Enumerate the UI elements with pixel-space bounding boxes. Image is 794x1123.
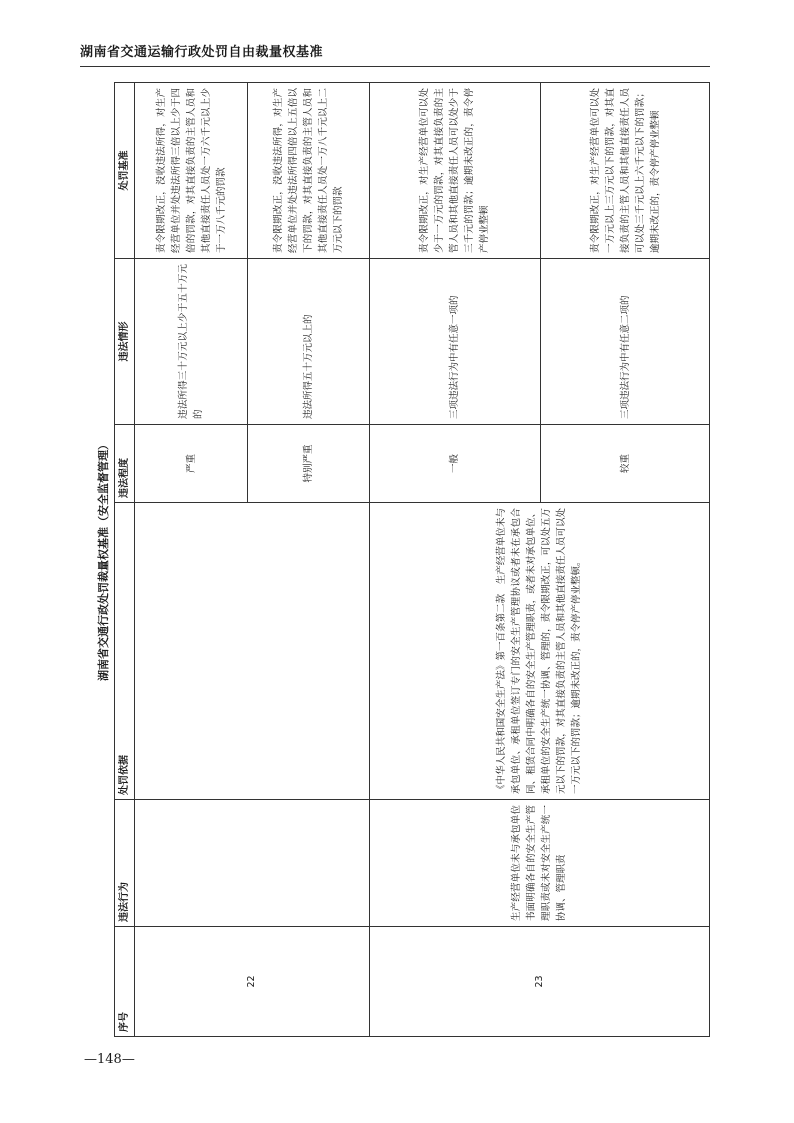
header-degree: 违法程度 bbox=[115, 425, 135, 503]
row22b-standard: 责令限期改正，没收违法所得，对生产经营单位并处违法所得四倍以上五倍以下的罚款，对其直接负责的主管人员和其他直接责任人员处一万八千元以上二万元以下的罚款 bbox=[248, 83, 369, 259]
row23a-situation: 三项违法行为中有任意一项的 bbox=[369, 259, 540, 425]
row23-seq: 23 bbox=[369, 927, 709, 1037]
row23-behavior: 生产经营单位未与承包单位书面明确各自的安全生产管理职责或未对安全生产统一协调、管理职责 bbox=[369, 800, 709, 927]
header-rule bbox=[80, 66, 710, 67]
row22-behavior bbox=[135, 800, 370, 927]
header-behavior: 违法行为 bbox=[115, 800, 135, 927]
table-title: 湖南省交通行政处罚裁量权基准（安全监督管理） bbox=[97, 439, 110, 681]
rotated-table-frame bbox=[94, 83, 710, 1037]
rotated-table-area bbox=[94, 83, 710, 1037]
row23b-situation: 三项违法行为中有任意二项的 bbox=[541, 259, 710, 425]
row23-basis: 《中华人民共和国安全生产法》第一百条第二款 生产经营单位未与承包单位、承租单位签订专门的安全生产管理协议或者未在承包合同、租赁合同中明确各自的安全生产管理职责，或者未对承包单位、承租单位的安全生产统一协调、管理的，责令限期改正，可以处五万元以下的罚款，对其直接负责的主管人员和其他直接责任人员可以处一万元以下的罚款；逾期未改正的，责令停产停业整顿。 bbox=[369, 503, 709, 800]
row23a-standard: 责令限期改正，对生产经营单位可以处少于一万元的罚款，对其直接负责的主管人员和其他直接责任人员可以处少于三千元的罚款；逾期未改正的，责令停产停业整顿 bbox=[369, 83, 540, 259]
row23b-standard: 责令限期改正，对生产经营单位可以处一万元以上三万元以下的罚款，对其直接负责的主管人员和其他直接责任人员可以处三千元以上六千元以下的罚款；逾期未改正的，责令停产停业整顿 bbox=[541, 83, 710, 259]
penalty-standard-table bbox=[114, 82, 710, 1037]
row22a-degree: 严重 bbox=[135, 425, 248, 503]
header-seq: 序号 bbox=[115, 927, 135, 1037]
header-situation: 违法情形 bbox=[115, 259, 135, 425]
page-number: —148— bbox=[84, 1052, 135, 1067]
page-header: 湖南省交通运输行政处罚自由裁量权基准 bbox=[80, 45, 324, 60]
row23b-degree: 较重 bbox=[541, 425, 710, 503]
row22a-standard: 责令限期改正，没收违法所得，对生产经营单位并处违法所得三倍以上少于四倍的罚款，对其直接负责的主管人员和其他直接责任人员处一万六千元以上少于一万八千元的罚款 bbox=[135, 83, 248, 259]
header-basis: 处罚依据 bbox=[115, 503, 135, 800]
table-row bbox=[135, 83, 248, 1037]
row22b-degree: 特别严重 bbox=[248, 425, 369, 503]
row22-basis bbox=[135, 503, 370, 800]
row23a-degree: 一般 bbox=[369, 425, 540, 503]
row22-seq: 22 bbox=[135, 927, 370, 1037]
table-header-row bbox=[115, 83, 135, 1037]
row22a-situation: 违法所得三十万元以上少于五十万元的 bbox=[135, 259, 248, 425]
row22b-situation: 违法所得五十万元以上的 bbox=[248, 259, 369, 425]
header-standard: 处罚基准 bbox=[115, 83, 135, 259]
table-row bbox=[369, 83, 540, 1037]
